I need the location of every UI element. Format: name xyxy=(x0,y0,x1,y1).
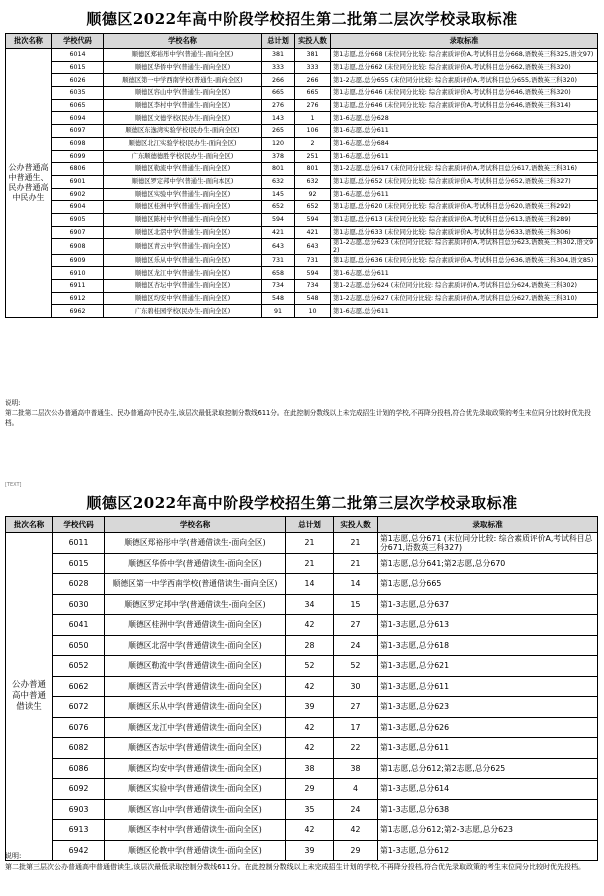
admitted-cell: 734 xyxy=(295,280,331,293)
school-code-cell: 6014 xyxy=(52,49,104,62)
standard-cell: 第1志愿,总分646 (末位同分比较: 综合素质评价A,考试科目总分646,语数英三科320) xyxy=(331,87,598,100)
standard-cell: 第1-3志愿,总分621 xyxy=(378,656,598,677)
standard-cell: 第1志愿,总分641;第2志愿,总分670 xyxy=(378,553,598,574)
plan-cell: 658 xyxy=(262,267,295,280)
school-name-cell: 顺德区华侨中学(普通借读生-面向全区) xyxy=(105,553,286,574)
school-name-cell: 顺德区东逸湾实验学校(民办生-面向全区) xyxy=(104,125,262,138)
standard-cell: 第1志愿,总分612;第2志愿,总分625 xyxy=(378,758,598,779)
table-row xyxy=(6,717,598,738)
school-name-cell: 顺德区第一中学西南学校(普通借读生-面向全区) xyxy=(105,574,286,595)
school-name-cell: 广东碧桂园学校(民办生-面向全区) xyxy=(104,305,262,318)
school-code-cell: 6094 xyxy=(52,112,104,125)
standard-cell: 第1-6志愿,总分611 xyxy=(331,188,598,201)
school-code-cell: 6902 xyxy=(52,188,104,201)
table-row xyxy=(6,137,598,150)
standard-cell: 第1-6志愿,总分611 xyxy=(331,150,598,163)
school-code-cell: 6086 xyxy=(53,758,105,779)
admitted-cell: 333 xyxy=(295,61,331,74)
table-row xyxy=(6,820,598,841)
school-code-cell: 6942 xyxy=(53,840,105,861)
standard-cell: 第1-3志愿,总分637 xyxy=(378,594,598,615)
plan-cell: 143 xyxy=(262,112,295,125)
school-code-cell: 6909 xyxy=(52,254,104,267)
admitted-cell: 27 xyxy=(334,697,378,718)
table-row xyxy=(6,254,598,267)
header-standard: 录取标准 xyxy=(331,34,598,49)
school-name-cell: 顺德区容山中学(普通借读生-面向全区) xyxy=(105,799,286,820)
admitted-cell: 27 xyxy=(334,615,378,636)
school-name-cell: 顺德区杏坛中学(普通生-面向全区) xyxy=(104,280,262,293)
school-code-cell: 6015 xyxy=(53,553,105,574)
plan-cell: 28 xyxy=(286,635,334,656)
standard-cell: 第1志愿,总分612;第2-3志愿,总分623 xyxy=(378,820,598,841)
header-admitted: 实投人数 xyxy=(295,34,331,49)
standard-cell: 第1-6志愿,总分628 xyxy=(331,112,598,125)
admitted-cell: 594 xyxy=(295,267,331,280)
school-code-cell: 6913 xyxy=(53,820,105,841)
plan-cell: 266 xyxy=(262,74,295,87)
admitted-cell: 421 xyxy=(295,226,331,239)
table-row xyxy=(6,267,598,280)
table-row xyxy=(6,635,598,656)
standard-cell: 第1-2志愿,总分623 (末位同分比较: 综合素质评价A,考试科目总分623,语数英三科302,语文92) xyxy=(331,239,598,254)
plan-cell: 42 xyxy=(286,820,334,841)
plan-cell: 34 xyxy=(286,594,334,615)
school-code-cell: 6011 xyxy=(53,533,105,554)
admitted-cell: 266 xyxy=(295,74,331,87)
plan-cell: 42 xyxy=(286,717,334,738)
school-code-cell: 6076 xyxy=(53,717,105,738)
admitted-cell: 42 xyxy=(334,820,378,841)
standard-cell: 第1-6志愿,总分684 xyxy=(331,137,598,150)
header-batch: 批次名称 xyxy=(6,34,52,49)
school-name-cell: 顺德区华侨中学(普通生-面向全区) xyxy=(104,61,262,74)
plan-cell: 421 xyxy=(262,226,295,239)
table-row xyxy=(6,594,598,615)
header-plan: 总计划 xyxy=(262,34,295,49)
school-code-cell: 6065 xyxy=(52,99,104,112)
admitted-cell: 652 xyxy=(295,201,331,214)
page-mark: [TEXT] xyxy=(5,482,22,488)
school-code-cell: 6026 xyxy=(52,74,104,87)
school-name-cell: 顺德区郑裕彤中学(普通生-面向全区) xyxy=(104,49,262,62)
school-name-cell: 顺德区杏坛中学(普通借读生-面向全区) xyxy=(105,738,286,759)
admitted-cell: 381 xyxy=(295,49,331,62)
plan-cell: 333 xyxy=(262,61,295,74)
note-label: 说明: xyxy=(5,399,21,407)
admitted-cell: 21 xyxy=(334,533,378,554)
plan-cell: 731 xyxy=(262,254,295,267)
batch-category-cell: 公办普通高中普通生、民办普通高中民办生 xyxy=(6,49,52,318)
school-name-cell: 顺德区李村中学(普通借读生-面向全区) xyxy=(105,820,286,841)
admitted-cell: 801 xyxy=(295,163,331,176)
standard-cell: 第1-3志愿,总分613 xyxy=(378,615,598,636)
admitted-cell: 4 xyxy=(334,779,378,800)
admitted-cell: 14 xyxy=(334,574,378,595)
admitted-cell: 632 xyxy=(295,175,331,188)
standard-cell: 第1志愿,总分636 (末位同分比较: 综合素质评价A,考试科目总分636,语数英三科304,语文85) xyxy=(331,254,598,267)
plan-cell: 643 xyxy=(262,239,295,254)
header-code: 学校代码 xyxy=(52,34,104,49)
table-row xyxy=(6,799,598,820)
table-row xyxy=(6,697,598,718)
school-name-cell: 顺德区伦教中学(普通借读生-面向全区) xyxy=(105,840,286,861)
school-code-cell: 6015 xyxy=(52,61,104,74)
standard-cell: 第1志愿,总分671 (末位同分比较: 综合素质评价A,考试科目总分671,语数英三科327) xyxy=(378,533,598,554)
standard-cell: 第1志愿,总分668 (末位同分比较: 综合素质评价A,考试科目总分668,语数英三科325,语文97) xyxy=(331,49,598,62)
standard-cell: 第1志愿,总分665 xyxy=(378,574,598,595)
standard-cell: 第1志愿,总分652 (末位同分比较: 综合素质评价A,考试科目总分652,语数英三科327) xyxy=(331,175,598,188)
admitted-cell: 24 xyxy=(334,635,378,656)
school-code-cell: 6901 xyxy=(52,175,104,188)
table-row xyxy=(6,201,598,214)
standard-cell: 第1-6志愿,总分611 xyxy=(331,125,598,138)
plan-cell: 265 xyxy=(262,125,295,138)
standard-cell: 第1-2志愿,总分617 (末位同分比较: 综合素质评价A,考试科目总分617,语数英三科316) xyxy=(331,163,598,176)
table-row xyxy=(6,305,598,318)
plan-cell: 38 xyxy=(286,758,334,779)
school-name-cell: 顺德区罗定邦中学(普通借读生-面向全区) xyxy=(105,594,286,615)
table-row xyxy=(6,615,598,636)
school-name-cell: 顺德区青云中学(普通借读生-面向全区) xyxy=(105,676,286,697)
school-name-cell: 广东顺德德胜学校(民办生-面向全区) xyxy=(104,150,262,163)
plan-cell: 21 xyxy=(286,553,334,574)
table1-note xyxy=(5,398,599,428)
school-code-cell: 6098 xyxy=(52,137,104,150)
plan-cell: 35 xyxy=(286,799,334,820)
plan-cell: 29 xyxy=(286,779,334,800)
school-code-cell: 6072 xyxy=(53,697,105,718)
table-row xyxy=(6,49,598,62)
school-name-cell: 顺德区龙江中学(普通借读生-面向全区) xyxy=(105,717,286,738)
header-school: 学校名称 xyxy=(105,517,286,533)
school-code-cell: 6903 xyxy=(53,799,105,820)
plan-cell: 91 xyxy=(262,305,295,318)
standard-cell: 第1志愿,总分662 (末位同分比较: 综合素质评价A,考试科目总分662,语数英三科320) xyxy=(331,61,598,74)
school-name-cell: 顺德区实验中学(普通生-面向全区) xyxy=(104,188,262,201)
plan-cell: 801 xyxy=(262,163,295,176)
admitted-cell: 1 xyxy=(295,112,331,125)
table-row xyxy=(6,574,598,595)
admitted-cell: 92 xyxy=(295,188,331,201)
plan-cell: 21 xyxy=(286,533,334,554)
standard-cell: 第1-2志愿,总分655 (末位同分比较: 综合素质评价A,考试科目总分655,语数英三科320) xyxy=(331,74,598,87)
table-row xyxy=(6,533,598,554)
school-name-cell: 顺德区乐从中学(普通生-面向全区) xyxy=(104,254,262,267)
school-name-cell: 顺德区陈村中学(普通生-面向全区) xyxy=(104,213,262,226)
school-code-cell: 6041 xyxy=(53,615,105,636)
plan-cell: 14 xyxy=(286,574,334,595)
table-row xyxy=(6,656,598,677)
note-text: 第二批第三层次公办普通高中普通借读生,该层次最低录取控制分数线611分。在此控制分数线以上未完成招生计划的学校,不再降分投档,符合优先录取政策的考生末位同分比较时优先投档。 xyxy=(5,863,586,871)
plan-cell: 652 xyxy=(262,201,295,214)
school-code-cell: 6904 xyxy=(52,201,104,214)
standard-cell: 第1志愿,总分620 (末位同分比较: 综合素质评价A,考试科目总分620,语数英三科292) xyxy=(331,201,598,214)
admission-table-level2 xyxy=(5,33,598,318)
school-name-cell: 顺德区均安中学(普通借读生-面向全区) xyxy=(105,758,286,779)
plan-cell: 734 xyxy=(262,280,295,293)
table-row xyxy=(6,779,598,800)
school-code-cell: 6030 xyxy=(53,594,105,615)
standard-cell: 第1志愿,总分633 (末位同分比较: 综合素质评价A,考试科目总分633,语数英三科306) xyxy=(331,226,598,239)
plan-cell: 42 xyxy=(286,676,334,697)
table-row xyxy=(6,188,598,201)
admitted-cell: 17 xyxy=(334,717,378,738)
standard-cell: 第1-3志愿,总分611 xyxy=(378,738,598,759)
header-admitted: 实投人数 xyxy=(334,517,378,533)
school-name-cell: 顺德区青云中学(普通生-面向全区) xyxy=(104,239,262,254)
table-row xyxy=(6,125,598,138)
school-name-cell: 顺德区桂洲中学(普通借读生-面向全区) xyxy=(105,615,286,636)
header-code: 学校代码 xyxy=(53,517,105,533)
admitted-cell: 276 xyxy=(295,99,331,112)
admitted-cell: 2 xyxy=(295,137,331,150)
school-code-cell: 6962 xyxy=(52,305,104,318)
standard-cell: 第1-3志愿,总分623 xyxy=(378,697,598,718)
school-code-cell: 6099 xyxy=(52,150,104,163)
standard-cell: 第1-3志愿,总分614 xyxy=(378,779,598,800)
school-name-cell: 顺德区勒流中学(普通生-面向全区) xyxy=(104,163,262,176)
header-standard: 录取标准 xyxy=(378,517,598,533)
plan-cell: 52 xyxy=(286,656,334,677)
note-label: 说明: xyxy=(5,852,22,860)
table1-title: 顺德区2022年高中阶段学校招生第二批第二层次学校录取标准 xyxy=(86,10,518,28)
table-row xyxy=(6,175,598,188)
school-code-cell: 6092 xyxy=(53,779,105,800)
school-name-cell: 顺德区第一中学西南学校(普通生-面向全区) xyxy=(104,74,262,87)
school-code-cell: 6028 xyxy=(53,574,105,595)
plan-cell: 594 xyxy=(262,213,295,226)
standard-cell: 第1-3志愿,总分612 xyxy=(378,840,598,861)
table2-title: 顺德区2022年高中阶段学校招生第二批第三层次学校录取标准 xyxy=(86,494,518,512)
admitted-cell: 731 xyxy=(295,254,331,267)
school-name-cell: 顺德区容山中学(普通生-面向全区) xyxy=(104,87,262,100)
admitted-cell: 643 xyxy=(295,239,331,254)
table-row xyxy=(6,553,598,574)
header-batch: 批次名称 xyxy=(6,517,53,533)
plan-cell: 42 xyxy=(286,615,334,636)
table-header-row xyxy=(6,34,598,49)
school-name-cell: 顺德区北滘中学(普通借读生-面向全区) xyxy=(105,635,286,656)
school-code-cell: 6806 xyxy=(52,163,104,176)
admitted-cell: 10 xyxy=(295,305,331,318)
standard-cell: 第1-6志愿,总分611 xyxy=(331,267,598,280)
school-name-cell: 顺德区龙江中学(普通生-面向全区) xyxy=(104,267,262,280)
plan-cell: 42 xyxy=(286,738,334,759)
plan-cell: 145 xyxy=(262,188,295,201)
admission-table-level3 xyxy=(5,516,598,861)
table-row xyxy=(6,163,598,176)
table-row xyxy=(6,61,598,74)
table-row xyxy=(6,74,598,87)
admitted-cell: 106 xyxy=(295,125,331,138)
table-row xyxy=(6,226,598,239)
plan-cell: 378 xyxy=(262,150,295,163)
plan-cell: 39 xyxy=(286,697,334,718)
school-code-cell: 6062 xyxy=(53,676,105,697)
standard-cell: 第1-3志愿,总分638 xyxy=(378,799,598,820)
table-row xyxy=(6,758,598,779)
table-row xyxy=(6,87,598,100)
admitted-cell: 22 xyxy=(334,738,378,759)
table2-note xyxy=(5,851,599,873)
admitted-cell: 29 xyxy=(334,840,378,861)
plan-cell: 120 xyxy=(262,137,295,150)
admitted-cell: 24 xyxy=(334,799,378,820)
table-row xyxy=(6,676,598,697)
school-name-cell: 顺德区郑裕彤中学(普通借读生-面向全区) xyxy=(105,533,286,554)
standard-cell: 第1-2志愿,总分624 (末位同分比较: 综合素质评价A,考试科目总分624,语数英三科302) xyxy=(331,280,598,293)
school-code-cell: 6035 xyxy=(52,87,104,100)
plan-cell: 632 xyxy=(262,175,295,188)
admitted-cell: 665 xyxy=(295,87,331,100)
standard-cell: 第1-6志愿,总分611 xyxy=(331,305,598,318)
table-row xyxy=(6,213,598,226)
school-name-cell: 顺德区勒流中学(普通借读生-面向全区) xyxy=(105,656,286,677)
table-row xyxy=(6,99,598,112)
admitted-cell: 21 xyxy=(334,553,378,574)
school-name-cell: 顺德区李村中学(普通生-面向全区) xyxy=(104,99,262,112)
note-text: 第二批第二层次公办普通高中普通生、民办普通高中民办生,该层次最低录取控制分数线611分。在此控制分数线以上未完成招生计划的学校,不再降分投档,符合优先录取政策的考生末位同分比较时优先投档。 xyxy=(5,409,591,427)
school-name-cell: 顺德区文德学校(民办生-面向全区) xyxy=(104,112,262,125)
school-name-cell: 顺德区乐从中学(普通借读生-面向全区) xyxy=(105,697,286,718)
table-header-row xyxy=(6,517,598,533)
school-code-cell: 6052 xyxy=(53,656,105,677)
table-row xyxy=(6,738,598,759)
table-row xyxy=(6,292,598,305)
school-name-cell: 顺德区均安中学(普通生-面向全区) xyxy=(104,292,262,305)
admitted-cell: 548 xyxy=(295,292,331,305)
school-code-cell: 6050 xyxy=(53,635,105,656)
table-row xyxy=(6,239,598,254)
table-row xyxy=(6,280,598,293)
school-name-cell: 顺德区实验中学(普通借读生-面向全区) xyxy=(105,779,286,800)
school-name-cell: 顺德区罗定邦中学(普通生-面向本区) xyxy=(104,175,262,188)
admitted-cell: 30 xyxy=(334,676,378,697)
school-name-cell: 顺德区桂洲中学(普通生-面向全区) xyxy=(104,201,262,214)
table-row xyxy=(6,150,598,163)
school-code-cell: 6908 xyxy=(52,239,104,254)
table-row xyxy=(6,112,598,125)
school-code-cell: 6907 xyxy=(52,226,104,239)
header-school: 学校名称 xyxy=(104,34,262,49)
school-code-cell: 6911 xyxy=(52,280,104,293)
school-code-cell: 6082 xyxy=(53,738,105,759)
batch-category-cell: 公办普通高中普通借读生 xyxy=(6,533,53,861)
admitted-cell: 594 xyxy=(295,213,331,226)
school-name-cell: 顺德区北江实验学校(民办生-面向全区) xyxy=(104,137,262,150)
standard-cell: 第1志愿,总分613 (末位同分比较: 综合素质评价A,考试科目总分613,语数英三科289) xyxy=(331,213,598,226)
plan-cell: 276 xyxy=(262,99,295,112)
school-code-cell: 6097 xyxy=(52,125,104,138)
school-code-cell: 6910 xyxy=(52,267,104,280)
school-code-cell: 6912 xyxy=(52,292,104,305)
school-code-cell: 6905 xyxy=(52,213,104,226)
standard-cell: 第1志愿,总分646 (末位同分比较: 综合素质评价A,考试科目总分646,语数英三科314) xyxy=(331,99,598,112)
admitted-cell: 38 xyxy=(334,758,378,779)
plan-cell: 665 xyxy=(262,87,295,100)
admitted-cell: 15 xyxy=(334,594,378,615)
standard-cell: 第1-2志愿,总分627 (末位同分比较: 综合素质评价A,考试科目总分627,语数英三科310) xyxy=(331,292,598,305)
plan-cell: 381 xyxy=(262,49,295,62)
standard-cell: 第1-3志愿,总分626 xyxy=(378,717,598,738)
plan-cell: 548 xyxy=(262,292,295,305)
admitted-cell: 52 xyxy=(334,656,378,677)
standard-cell: 第1-3志愿,总分611 xyxy=(378,676,598,697)
standard-cell: 第1-3志愿,总分618 xyxy=(378,635,598,656)
plan-cell: 39 xyxy=(286,840,334,861)
school-name-cell: 顺德区北滘中学(普通生-面向全区) xyxy=(104,226,262,239)
admitted-cell: 251 xyxy=(295,150,331,163)
header-plan: 总计划 xyxy=(286,517,334,533)
